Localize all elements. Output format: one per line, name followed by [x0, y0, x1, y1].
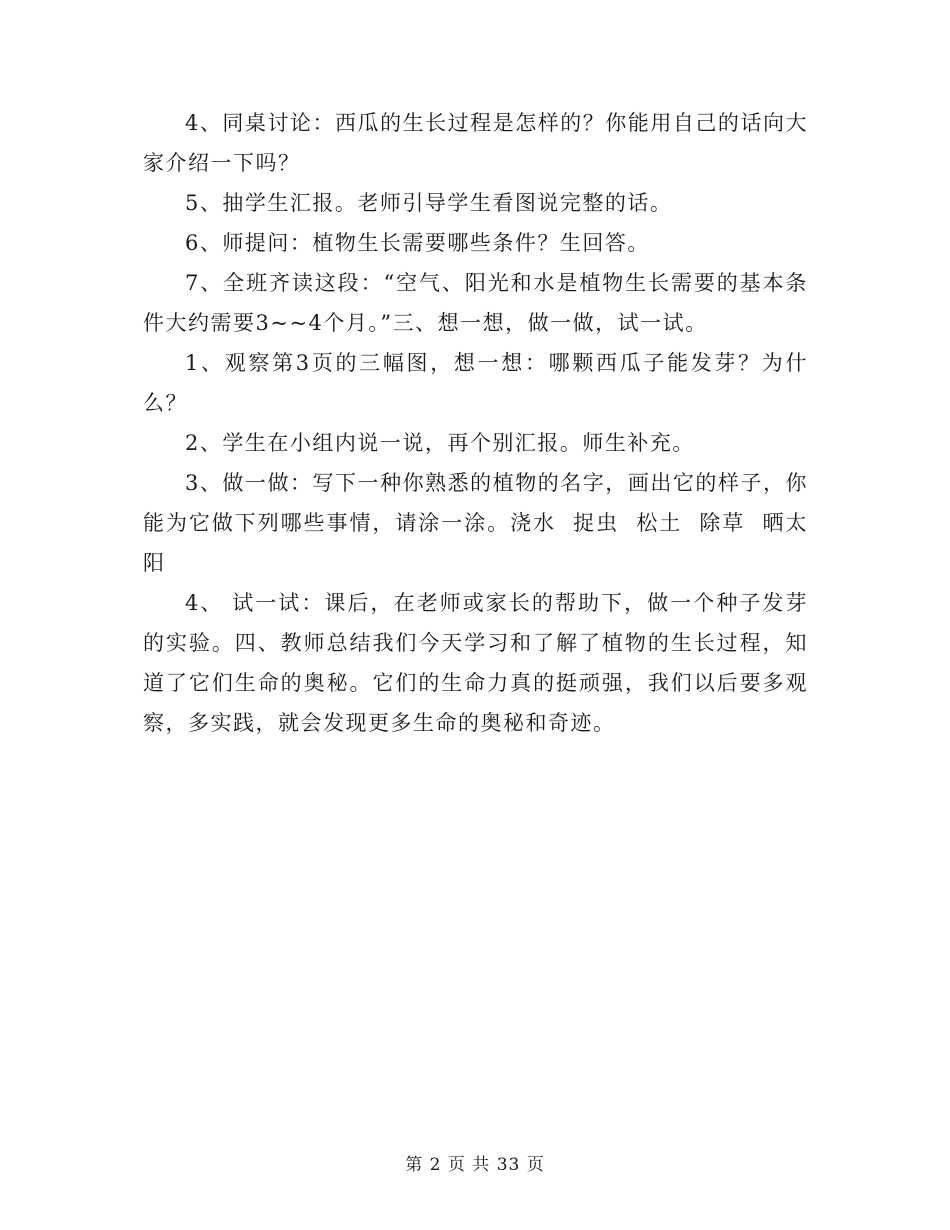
paragraph-observe: 1、观察第3页的三幅图，想一想：哪颗西瓜子能发芽？为什么？ — [143, 351, 808, 415]
document-body — [143, 103, 808, 743]
paragraph-discussion: 4、同桌讨论：西瓜的生长过程是怎样的？你能用自己的话向大家介绍一下吗？ — [143, 111, 808, 175]
paragraph-question: 6、师提问：植物生长需要哪些条件？生回答。 — [185, 231, 650, 255]
paragraph-experiment-summary: 4、 试一试：课后，在老师或家长的帮助下，做一个种子发芽的实验。四、教师总结我们今天学习和了解了植物的生长过程，知道了它们生命的奥秘。它们的生命力真的挺顽强，我们以后要多观察，多实践，就会发现更多生命的奥秘和奇迹。 — [143, 591, 808, 735]
paragraph-class-reading: 7、全班齐读这段：“空气、阳光和水是植物生长需要的基本条件大约需要3~~4个月。”三、想一想，做一做，试一试。 — [143, 271, 808, 335]
paragraph-group-talk: 2、学生在小组内说一说，再个别汇报。师生补充。 — [185, 431, 695, 455]
paragraph-activity: 3、做一做：写下一种你熟悉的植物的名字，画出它的样子，你能为它做下列哪些事情，请涂一涂。浇水 捉虫 松土 除草 晒太阳 — [143, 471, 808, 575]
page-number-footer: 第 2 页 共 33 页 — [405, 1155, 545, 1175]
paragraph-report: 5、抽学生汇报。老师引导学生看图说完整的话。 — [185, 191, 673, 215]
